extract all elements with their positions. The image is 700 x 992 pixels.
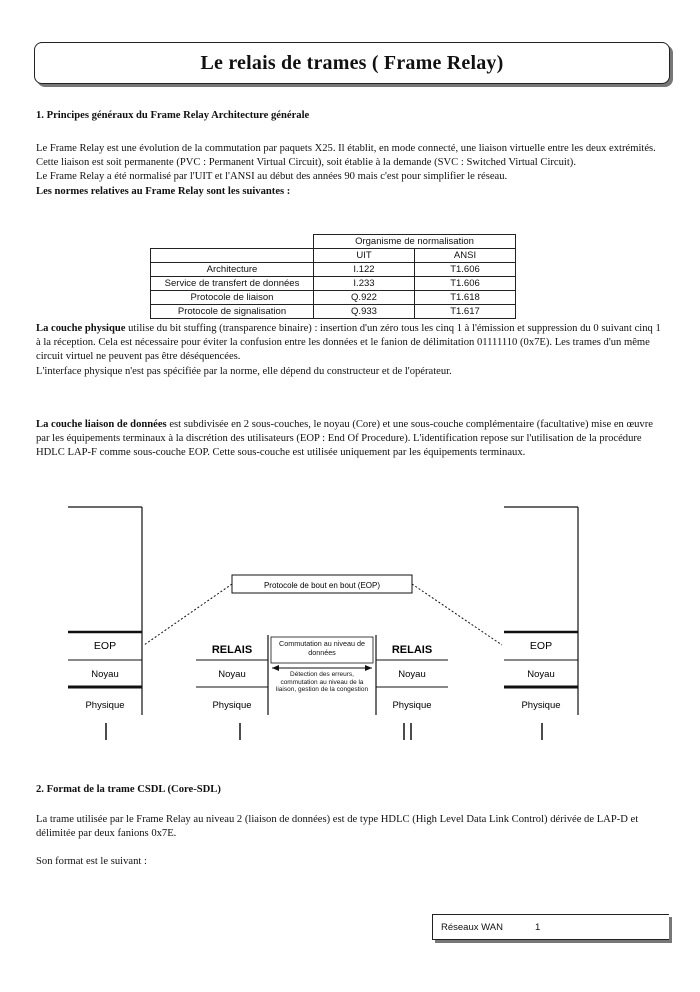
norms-row-ansi: T1.606 xyxy=(415,277,516,291)
norms-heading: Les normes relatives au Frame Relay sont les suivantes : xyxy=(36,185,291,197)
relay-1-noyau-label: Noyau xyxy=(218,669,246,680)
norms-row-ansi: T1.606 xyxy=(415,263,516,277)
end-to-end-protocol xyxy=(144,575,502,645)
top-protocol-label: Protocole de bout en bout (EOP) xyxy=(263,581,381,590)
commutation-annotation xyxy=(271,637,373,709)
datalink-layer-text: est subdivisée en 2 sous-couches, le noyau (Core) et une sous-couche complémentaire (facultative) mise en œuvre par les équipements terminaux à la discrétion des utilisateurs (EOP : End Of Procedure). L'identification repose sur l'utilisation de la procédure HDLC LAP-F comme sous-couche EOP. Cette sous-couche est utilisée uniquement par les équipements terminaux. xyxy=(36,419,653,459)
section1-heading: 1. Principes généraux du Frame Relay Architecture générale xyxy=(36,110,310,121)
relay-2-physique-label: Physique xyxy=(392,700,432,711)
norms-table-header: Organisme de normalisation xyxy=(314,235,516,249)
relay-2-label: RELAIS xyxy=(391,644,433,656)
left-terminal-stack xyxy=(68,507,142,740)
left-physique-label: Physique xyxy=(85,700,125,711)
right-terminal-stack xyxy=(504,507,578,740)
page-title: Le relais de trames ( Frame Relay) xyxy=(200,51,504,74)
norms-table-columns-row xyxy=(151,249,516,263)
title-box xyxy=(34,42,670,84)
norms-row-ansi: T1.618 xyxy=(415,291,516,305)
physical-layer-paragraph xyxy=(36,322,664,379)
frame-format-intro: Son format est le suivant : xyxy=(36,856,147,868)
table-row xyxy=(151,291,516,305)
left-eop-label: EOP xyxy=(93,640,117,652)
norms-row-label: Architecture xyxy=(151,263,314,277)
footer-label: Réseaux WAN xyxy=(441,921,503,933)
right-physique-label: Physique xyxy=(521,700,561,711)
norms-table-corner xyxy=(151,249,314,263)
norms-row-uit: I.233 xyxy=(314,277,415,291)
physical-layer-interface: L'interface physique n'est pas spécifiée par la norme, elle dépend du constructeur et de l'opérateur. xyxy=(36,365,452,377)
frame-relay-norm-text: Le Frame Relay a été normalisé par l'UIT et l'ANSI au début des années 90 mais c'est pour simplifier le réseau. xyxy=(36,171,508,183)
norms-col-ansi: ANSI xyxy=(415,249,516,263)
physical-layer-lead: La couche physique xyxy=(36,323,126,334)
relay-1-label: RELAIS xyxy=(211,644,253,656)
datalink-layer-paragraph xyxy=(36,418,664,461)
datalink-layer-lead: La couche liaison de données xyxy=(36,419,167,430)
relay-node-1 xyxy=(196,635,268,740)
norms-row-uit: I.122 xyxy=(314,263,415,277)
physical-layer-text: utilise du bit stuffing (transparence binaire) : insertion d'un zéro tous les cinq 1 à l'émission et suppression du 0 suivant cinq 1 à la réception. Cela est nécessaire pour éviter la confusion entre les données et le fanion de délimitation 01111110 (0x7E). Les trames d'un même circuit virtuel ne peuvent pas être déséquencées. xyxy=(36,323,661,363)
protocol-stack-diagram xyxy=(0,495,700,750)
left-noyau-label: Noyau xyxy=(91,669,119,680)
right-eop-label: EOP xyxy=(529,640,553,652)
relay-node-2 xyxy=(376,635,448,740)
table-row xyxy=(151,263,516,277)
section2-body xyxy=(36,813,664,870)
section1-body xyxy=(36,142,664,199)
norms-row-uit: Q.922 xyxy=(314,291,415,305)
norms-table xyxy=(150,234,516,319)
table-row xyxy=(151,305,516,319)
remarks-label: Détection des erreurs, commutation au niveau de la liaison, gestion de la congestion xyxy=(275,671,369,694)
footer xyxy=(432,914,669,940)
frame-relay-intro: Le Frame Relay est une évolution de la commutation par paquets X25. Il établit, en mode connecté, une liaison virtuelle entre les deux extrémités. Cette liaison est soit permanente (PVC : Permanent Virtual Circuit), soit établie à la demande (SVC : Switched Virtual Circuit). xyxy=(36,143,656,169)
section2-heading: 2. Format de la trame CSDL (Core-SDL) xyxy=(36,784,221,795)
norms-col-uit: UIT xyxy=(314,249,415,263)
norms-row-uit: Q.933 xyxy=(314,305,415,319)
page-number: 1 xyxy=(534,921,541,933)
commutation-label: Commutation au niveau de données xyxy=(279,639,365,657)
frame-format-text: La trame utilisée par le Frame Relay au niveau 2 (liaison de données) est de type HDLC (High Level Data Link Control) dérivée de LAP-D et délimitée par deux fanions 0x7E. xyxy=(36,814,639,840)
relay-2-noyau-label: Noyau xyxy=(398,669,426,680)
norms-row-label: Protocole de signalisation xyxy=(151,305,314,319)
norms-row-ansi: T1.617 xyxy=(415,305,516,319)
table-row xyxy=(151,277,516,291)
relay-1-physique-label: Physique xyxy=(212,700,252,711)
norms-row-label: Service de transfert de données xyxy=(151,277,314,291)
norms-table-header-row xyxy=(151,235,516,249)
norms-row-label: Protocole de liaison xyxy=(151,291,314,305)
right-noyau-label: Noyau xyxy=(527,669,555,680)
